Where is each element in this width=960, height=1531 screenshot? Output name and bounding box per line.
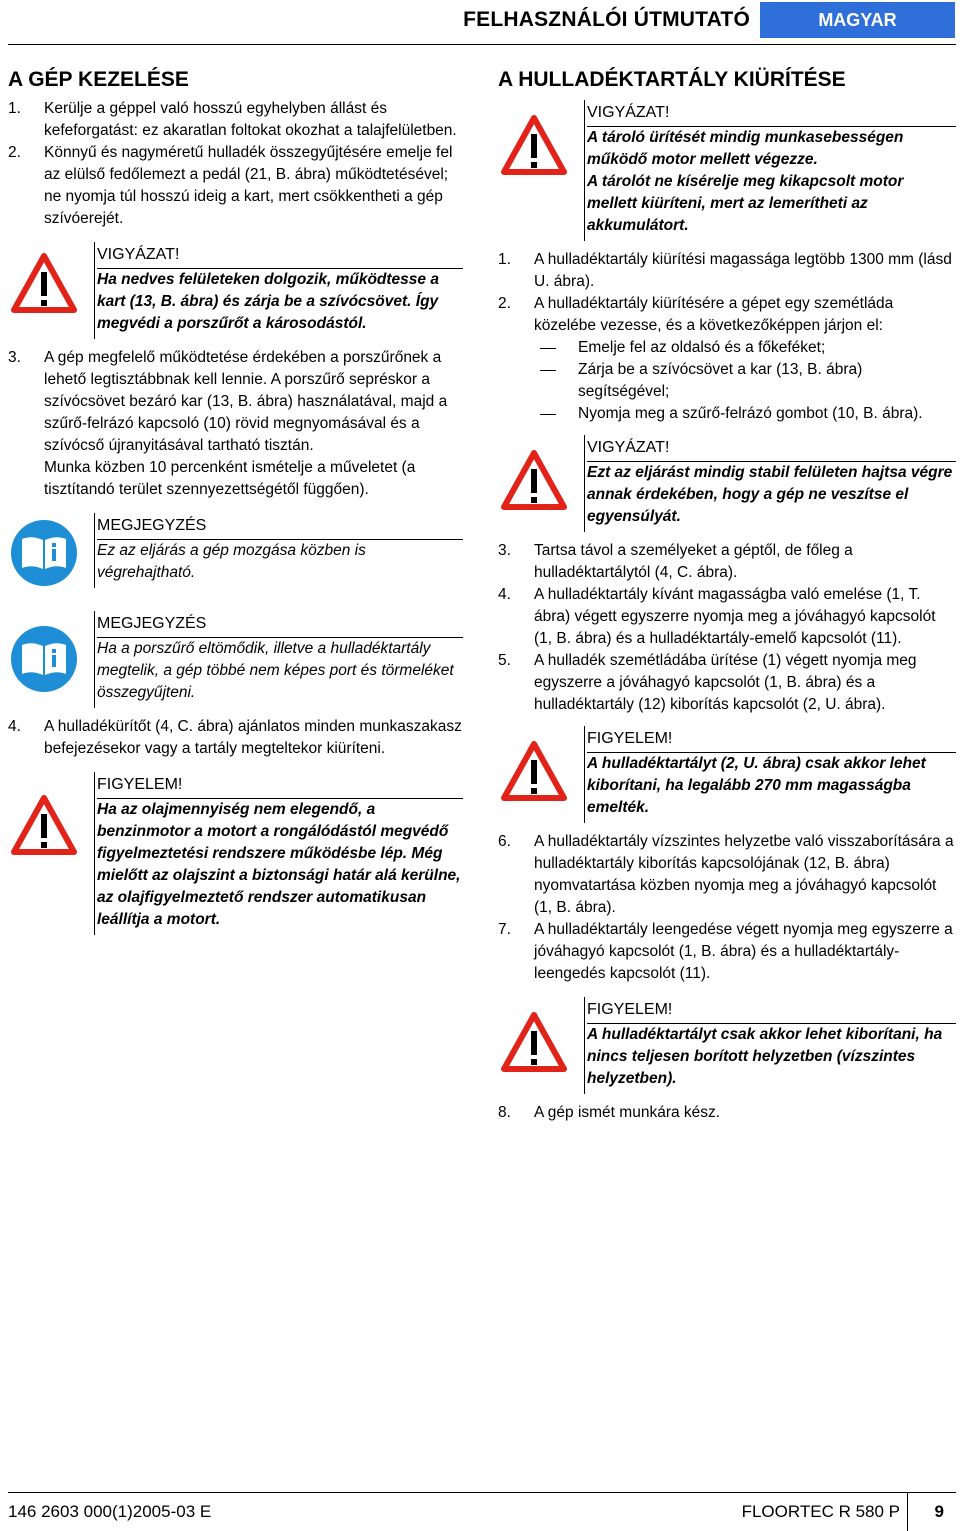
manual-book-icon (10, 519, 78, 587)
header-divider (8, 44, 956, 45)
caution-box (8, 772, 463, 935)
step-text: A hulladéktartály kívánt magasságba való emelése (1, T. ábra) végett egyszerre nyomja meg a jóváhagyó kapcsolót (1, B. ábra) és a hulladéktartály-emelő kapcsolót (11). (534, 586, 936, 647)
warning-label: VIGYÁZAT! (587, 435, 956, 462)
step-number: 3. (498, 542, 511, 559)
page-number: 9 (934, 1502, 944, 1521)
step-text: A hulladékürítőt (4, C. ábra) ajánlatos minden munkaszakasz befejezésekor vagy a tartály megteltekor kiüríteni. (44, 718, 462, 757)
model-name: FLOORTEC R 580 P (741, 1502, 900, 1521)
step-continuation: Munka közben 10 percenként ismételje a műveletet (a tisztítandó terület szennyezettségétől függően). (44, 459, 416, 498)
emptying-steps-6-7 (498, 831, 956, 985)
list-item (498, 919, 956, 985)
list-item (8, 716, 463, 760)
list-item (498, 650, 956, 716)
step-text: Tartsa távol a személyeket a géptől, de főleg a hulladéktartálytól (4, C. ábra). (534, 542, 853, 581)
caution-box (498, 726, 956, 823)
note-text: Ha a porszűrő eltömődik, illetve a hulladéktartály megtelik, a gép többé nem képes port és törmeléket összegyűjteni. (97, 640, 454, 701)
warning-text: Ezt az eljárást mindig stabil felületen hajtsa végre annak érdekében, hogy a gép ne veszítse el egyensúlyát. (587, 464, 953, 525)
caution-content (584, 997, 956, 1094)
operation-step-3 (8, 347, 463, 457)
note-label: MEGJEGYZÉS (97, 513, 463, 540)
manual-book-icon (10, 625, 78, 693)
warning-box (498, 100, 956, 241)
step-text: A hulladéktartály kiürítésére a gépet egy szemétláda közelébe vezesse, és a következőképpen járjon el: (534, 295, 894, 334)
footer-divider (907, 1493, 908, 1531)
caution-label: FIGYELEM! (587, 726, 956, 753)
step-text: A gép ismét munkára kész. (534, 1104, 721, 1121)
step-text: A hulladéktartály leengedése végett nyomja meg egyszerre a jóváhagyó kapcsolót (1, B. ábra) és a hulladéktartály-leengedés kapcsolót (11). (534, 921, 953, 982)
warning-label: VIGYÁZAT! (97, 242, 463, 269)
step-number: 6. (498, 833, 511, 850)
dash-list-item: Emelje fel az oldalsó és a főkeféket; (534, 337, 956, 359)
caution-label: FIGYELEM! (587, 997, 956, 1024)
section-heading-emptying: A HULLADÉKTARTÁLY KIÜRÍTÉSE (498, 68, 846, 91)
step-text: A hulladéktartály kiürítési magassága legtöbb 1300 mm (lásd U. ábra). (534, 251, 952, 290)
warning-content (94, 242, 463, 339)
caution-text: A hulladéktartályt csak akkor lehet kiborítani, ha nincs teljesen borított helyzetben (vízszintes helyzetben). (587, 1026, 943, 1087)
dash-list-item: Nyomja meg a szűrő-felrázó gombot (10, B. ábra). (534, 403, 956, 425)
step-number: 7. (498, 921, 511, 938)
list-item (8, 98, 463, 142)
list-item (498, 540, 956, 584)
caution-text: A hulladéktartályt (2, U. ábra) csak akkor lehet kiborítani, ha legalább 270 mm magasságba emelték. (587, 755, 926, 816)
list-item (498, 584, 956, 650)
warning-content (584, 435, 956, 532)
warning-content (584, 100, 956, 241)
header-title: FELHASZNÁLÓI ÚTMUTATÓ (463, 8, 750, 31)
caution-content (584, 726, 956, 823)
step-text: Kerülje a géppel való hosszú egyhelyben állást és kefeforgatást: ez akaratlan foltokat okozhat a talajfelületben. (44, 100, 457, 139)
step-number: 2. (8, 144, 21, 161)
step-text: A hulladék szemétládába ürítése (1) végett nyomja meg egyszerre a jóváhagyó kapcsolót (1, B. ábra) és a hulladéktartály (12) kiborítás kapcsolót (2, U. ábra). (534, 652, 917, 713)
note-box (8, 611, 463, 708)
caution-box (498, 997, 956, 1094)
document-code: 146 2603 000(1)2005-03 E (8, 1502, 212, 1521)
dash-list-item: Zárja be a szívócsövet a kar (13, B. ábra) segítségével; (534, 359, 956, 403)
warning-text: A tároló ürítését mindig munkasebességen működő motor mellett végezze. (587, 129, 904, 168)
page-header (0, 0, 960, 46)
section-heading-operation: A GÉP KEZELÉSE (8, 68, 189, 91)
warning-box (498, 435, 956, 532)
step-text: Könnyű és nagyméretű hulladék összegyűjtésére emelje fel az elülső fedőlemezt a pedál (21, B. ábra) működtetésével; ne nyomja túl hosszú ideig a kart, mert csökkentheti a gép szívóerejét. (44, 144, 453, 227)
list-item (8, 142, 463, 230)
list-item (498, 1102, 956, 1124)
step-number: 3. (8, 349, 21, 366)
step-number: 5. (498, 652, 511, 669)
caution-label: FIGYELEM! (97, 772, 463, 799)
note-box (8, 513, 463, 603)
warning-triangle-icon (500, 738, 568, 806)
caution-text: Ha az olajmennyiség nem elegendő, a benzinmotor a motort a rongálódástól megvédő figyelmeztetési rendszere működésbe lép. Még mielőtt az olajszint a biztonsági határ alá kerülne, az olajfigyelmeztető rendszer automatikusan leállítja a motort. (97, 801, 461, 928)
warning-text: A tárolót ne kísérelje meg kikapcsolt motor mellett kiüríteni, mert az lemerítheti az akkumulátort. (587, 173, 904, 234)
warning-label: VIGYÁZAT! (587, 100, 956, 127)
list-item (498, 249, 956, 293)
warning-box (8, 242, 463, 339)
step-number: 8. (498, 1104, 511, 1121)
emptying-steps-1-2 (498, 249, 956, 337)
step-number: 4. (498, 586, 511, 603)
list-item (8, 347, 463, 457)
warning-triangle-icon (10, 792, 78, 860)
warning-triangle-icon (500, 447, 568, 515)
step-number: 4. (8, 718, 21, 735)
page-footer (8, 1492, 956, 1530)
warning-text: Ha nedves felületeken dolgozik, működtesse a kart (13, B. ábra) és zárja be a szívócsövet. Így megvédi a porszűrőt a károsodástól. (97, 271, 439, 332)
step-number: 2. (498, 295, 511, 312)
warning-triangle-icon (500, 1009, 568, 1077)
operation-step-4 (8, 716, 463, 760)
left-column (8, 66, 463, 943)
language-badge: MAGYAR (760, 2, 955, 38)
list-item (498, 831, 956, 919)
note-content (94, 611, 463, 708)
emptying-steps-3-5 (498, 540, 956, 716)
step-text: A gép megfelelő működtetése érdekében a porszűrőnek a lehető legtisztábbnak kell lennie. A porszűrő sepréskor a szívócsövet bezáró kar (13, B. ábra) használatával, majd a szűrő-felrázó kapcsoló (10) rövid megnyomásával és a szívócső újranyitásával tartható tisztán. (44, 349, 448, 454)
warning-triangle-icon (500, 112, 568, 180)
operation-steps-1-2 (8, 98, 463, 230)
step-number: 1. (8, 100, 21, 117)
note-text: Ez az eljárás a gép mozgása közben is végrehajtható. (97, 542, 366, 581)
right-column (498, 66, 956, 1124)
dash-list (534, 337, 956, 425)
warning-triangle-icon (10, 250, 78, 318)
step-text: A hulladéktartály vízszintes helyzetbe való visszaborítására a hulladéktartály kiborítás kapcsolójának (12, B. ábra) nyomvatartása közben nyomja meg a jóváhagyó kapcsolót (1, B. ábra). (534, 833, 954, 916)
note-content (94, 513, 463, 588)
emptying-step-8 (498, 1102, 956, 1124)
list-item (498, 293, 956, 337)
caution-content (94, 772, 463, 935)
note-label: MEGJEGYZÉS (97, 611, 463, 638)
step-number: 1. (498, 251, 511, 268)
